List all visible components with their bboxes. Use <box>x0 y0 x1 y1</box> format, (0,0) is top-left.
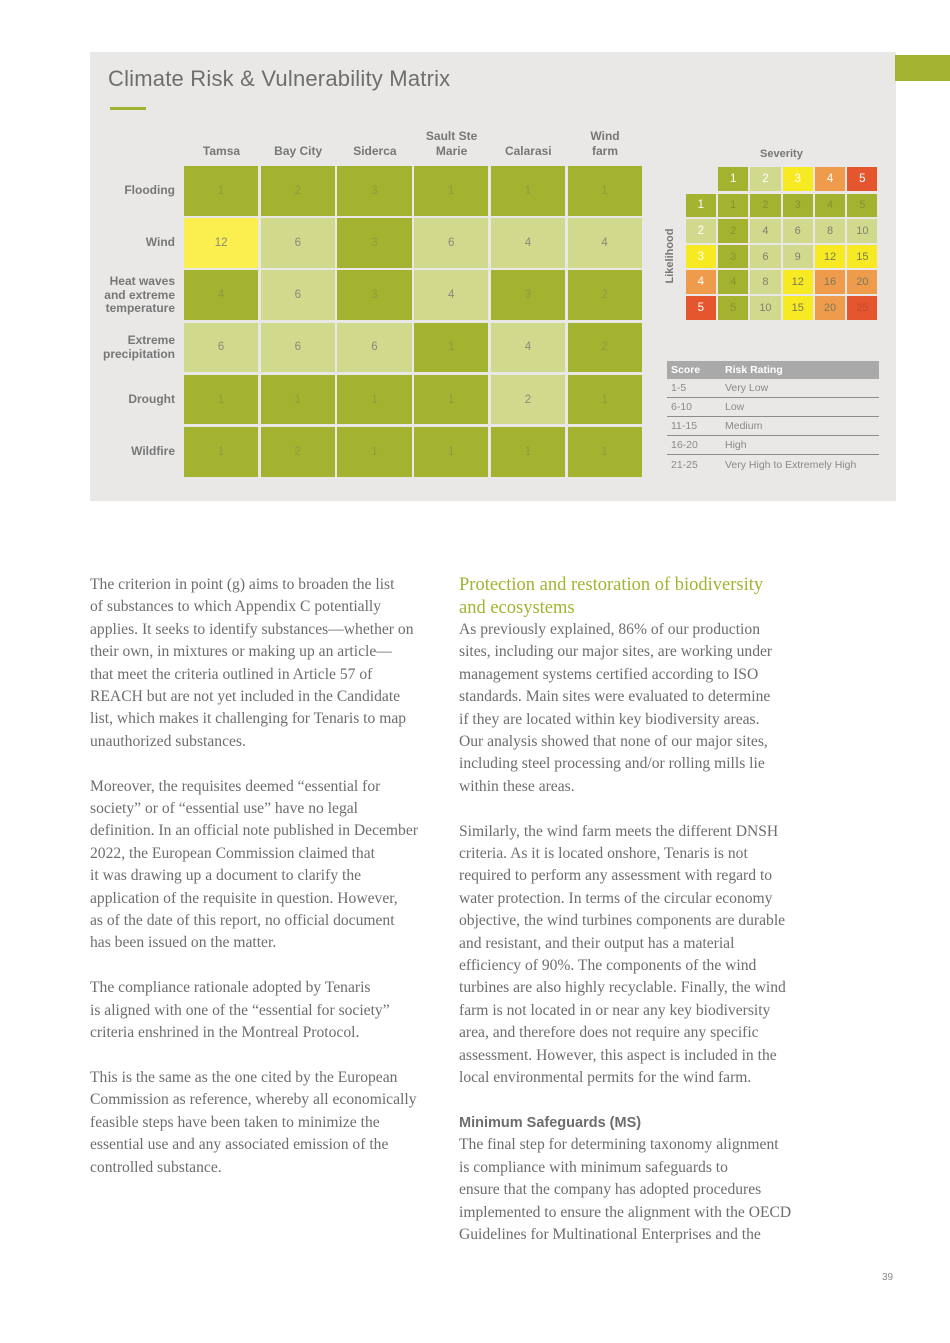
column-header: Tamsa <box>202 143 241 158</box>
row-header: Wildfire <box>131 444 175 459</box>
matrix-cell: 1 <box>414 166 488 216</box>
matrix-cell: 2 <box>261 427 335 477</box>
matrix-cell: 6 <box>184 323 258 373</box>
matrix-cell: 4 <box>184 270 258 320</box>
text-line: controlled substance. <box>90 1158 222 1176</box>
matrix-cell: 1 <box>337 375 411 425</box>
risk-score-cell: 20 <box>815 296 845 320</box>
text-line: essential use and any associated emission of the <box>90 1136 389 1154</box>
matrix-cell: 2 <box>568 323 642 373</box>
legend-row <box>667 398 879 417</box>
row-header: Extreme precipitation <box>102 333 175 361</box>
text-line: if they are located within key biodiversity areas. <box>459 710 760 728</box>
text-line: As previously explained, 86% of our production <box>459 621 760 638</box>
paragraph <box>459 619 809 798</box>
text-line: assessment. However, this aspect is included in the <box>459 1046 777 1064</box>
text-line: standards. Main sites were evaluated to determine <box>459 688 771 706</box>
matrix-cell: 1 <box>491 427 565 477</box>
text-line: turbines are also highly recyclable. Finally, the wind <box>459 979 786 997</box>
right-text-column <box>459 574 809 1269</box>
row-header: Drought <box>128 392 175 407</box>
matrix-cell: 6 <box>261 323 335 373</box>
likelihood-header-cell: 4 <box>686 270 716 294</box>
text-line: is compliance with minimum safeguards to <box>459 1158 728 1176</box>
likelihood-header-cell: 1 <box>686 194 716 218</box>
matrix-cell: 1 <box>184 375 258 425</box>
legend-row <box>667 379 879 398</box>
legend-row <box>667 455 879 474</box>
legend-header <box>667 361 879 379</box>
matrix-cell: 1 <box>337 427 411 477</box>
matrix-cell: 4 <box>568 218 642 268</box>
text-line: water protection. In terms of the circular economy <box>459 889 773 907</box>
matrix-cell: 1 <box>184 427 258 477</box>
severity-header-cell: 4 <box>815 167 845 191</box>
severity-header-cell: 5 <box>847 167 877 191</box>
text-line: Our analysis showed that none of our major sites, <box>459 733 768 751</box>
matrix-cell: 12 <box>184 218 258 268</box>
legend-rating: Medium <box>725 420 763 432</box>
risk-score-cell: 12 <box>815 245 845 269</box>
legend-rating: Very High to Extremely High <box>725 458 857 471</box>
text-line: list, which makes it challenging for Tenaris to map <box>90 710 407 728</box>
matrix-cell: 1 <box>568 375 642 425</box>
risk-score-cell: 3 <box>783 194 813 218</box>
matrix-title: Climate Risk & Vulnerability Matrix <box>108 66 451 91</box>
likelihood-header-cell: 2 <box>686 219 716 243</box>
legend-score: 6-10 <box>671 401 693 413</box>
matrix-cell: 1 <box>414 323 488 373</box>
legend-row <box>667 417 879 436</box>
column-header: Wind farm <box>590 129 620 158</box>
risk-score-cell: 15 <box>783 296 813 320</box>
matrix-cell: 1 <box>414 427 488 477</box>
text-line: Moreover, the requisites deemed “essential for <box>90 777 381 795</box>
risk-score-cell: 25 <box>847 296 877 320</box>
paragraph <box>459 1134 809 1246</box>
paragraph <box>90 574 440 753</box>
text-line: it was drawing up a document to clarify the <box>90 867 362 885</box>
matrix-cell: 1 <box>261 375 335 425</box>
risk-score-cell: 12 <box>783 270 813 294</box>
legend-row <box>667 436 879 455</box>
matrix-cell: 1 <box>414 375 488 425</box>
text-line: criteria enshrined in the Montreal Protocol. <box>90 1024 360 1042</box>
text-line: including steel processing and/or rolling mills lie <box>459 755 765 773</box>
risk-score-cell: 6 <box>783 219 813 243</box>
text-line: of substances to which Appendix C potentially <box>90 598 382 616</box>
paragraph <box>90 977 440 1044</box>
matrix-cell: 6 <box>261 218 335 268</box>
text-line: 2022, the European Commission claimed that <box>90 844 375 862</box>
text-line: as of the date of this report, no official document <box>90 912 395 930</box>
text-line: society” or of “essential use” have no legal <box>90 800 359 818</box>
severity-header-cell: 1 <box>718 167 748 191</box>
text-line: application of the requisite in question. However, <box>90 889 398 907</box>
text-line: The compliance rationale adopted by Tenaris <box>90 979 371 997</box>
row-header: Flooding <box>124 183 175 198</box>
risk-rating-legend <box>667 361 879 474</box>
section-tab-marker <box>895 55 950 81</box>
column-header: Calarasi <box>504 143 552 158</box>
text-line: implemented to ensure the alignment with the OECD <box>459 1203 792 1221</box>
heading-line: Protection and restoration of biodiversity <box>459 575 764 595</box>
risk-score-cell: 8 <box>815 219 845 243</box>
paragraph <box>459 821 809 1090</box>
legend-rating: Very Low <box>725 382 769 394</box>
risk-score-cell: 2 <box>750 194 780 218</box>
text-line: Guidelines for Multinational Enterprises and the <box>459 1225 761 1243</box>
risk-score-cell: 16 <box>815 270 845 294</box>
risk-score-cell: 5 <box>718 296 748 320</box>
matrix-cell: 2 <box>491 375 565 425</box>
likelihood-header-cell: 5 <box>686 296 716 320</box>
page-number: 39 <box>882 1272 894 1283</box>
text-line: This is the same as the one cited by the European <box>90 1068 398 1086</box>
left-text-column <box>90 574 440 1201</box>
text-line: objective, the wind turbines components are durable <box>459 912 786 930</box>
likelihood-label: Likelihood <box>664 228 676 284</box>
risk-score-cell: 15 <box>847 245 877 269</box>
text-line: unauthorized substances. <box>90 732 246 750</box>
matrix-cell: 4 <box>491 323 565 373</box>
matrix-cell: 1 <box>184 166 258 216</box>
text-line: required to perform any assessment with regard to <box>459 867 773 885</box>
risk-score-cell: 10 <box>750 296 780 320</box>
matrix-cell: 6 <box>414 218 488 268</box>
paragraph <box>90 776 440 955</box>
risk-score-cell: 3 <box>718 245 748 269</box>
text-line: The final step for determining taxonomy alignment <box>459 1136 779 1154</box>
text-line: applies. It seeks to identify substances—whether on <box>90 620 414 638</box>
matrix-cell: 4 <box>491 218 565 268</box>
text-line: efficiency of 90%. The components of the wind <box>459 957 757 975</box>
risk-score-cell: 2 <box>718 219 748 243</box>
legend-score: 16-20 <box>671 439 698 451</box>
text-line: farm is not located in or near any key biodiversity <box>459 1001 771 1019</box>
text-line: The criterion in point (g) aims to broaden the list <box>90 576 395 593</box>
text-line: definition. In an official note published in December <box>90 822 418 840</box>
text-line: that meet the criteria outlined in Article 57 of <box>90 665 373 683</box>
text-line: is aligned with one of the “essential for society” <box>90 1001 390 1019</box>
matrix-cell: 3 <box>337 166 411 216</box>
matrix-cell: 3 <box>491 270 565 320</box>
likelihood-header-cell: 3 <box>686 245 716 269</box>
legend-score: 21-25 <box>671 458 698 471</box>
title-underline <box>110 107 146 110</box>
text-line: management systems certified according to ISO <box>459 665 759 683</box>
legend-header-rating: Risk Rating <box>725 364 783 376</box>
text-line: criteria. As it is located onshore, Tenaris is not <box>459 845 748 863</box>
text-line: sites, including our major sites, are working under <box>459 643 773 661</box>
severity-header-cell: 2 <box>750 167 780 191</box>
legend-score: 11-15 <box>671 420 698 432</box>
biodiversity-heading <box>459 574 809 619</box>
risk-score-cell: 4 <box>718 270 748 294</box>
text-line: ensure that the company has adopted procedures <box>459 1181 762 1199</box>
risk-score-cell: 4 <box>815 194 845 218</box>
text-line: Similarly, the wind farm meets the different DNSH <box>459 822 779 840</box>
row-header: Heat waves and extreme temperature <box>104 274 175 316</box>
text-line: and resistant, and their output has a material <box>459 934 735 952</box>
severity-label: Severity <box>760 148 803 160</box>
text-line: area, and therefore does not require any specific <box>459 1024 759 1042</box>
matrix-cell: 4 <box>414 270 488 320</box>
matrix-cell: 3 <box>337 270 411 320</box>
risk-score-cell: 4 <box>750 219 780 243</box>
risk-score-cell: 9 <box>783 245 813 269</box>
risk-score-cell: 10 <box>847 219 877 243</box>
text-line: feasible steps have been taken to minimize the <box>90 1113 380 1131</box>
text-line: their own, in mixtures or making up an article— <box>90 643 392 661</box>
legend-header-score: Score <box>671 364 701 376</box>
risk-score-cell: 6 <box>750 245 780 269</box>
matrix-cell: 1 <box>491 166 565 216</box>
heading-line: and ecosystems <box>459 597 575 618</box>
risk-score-cell: 20 <box>847 270 877 294</box>
row-header: Wind <box>145 235 175 250</box>
text-line: Commission as reference, whereby all economically <box>90 1091 417 1109</box>
matrix-cell: 1 <box>568 427 642 477</box>
legend-rating: High <box>725 439 747 451</box>
paragraph <box>90 1067 440 1179</box>
risk-score-cell: 8 <box>750 270 780 294</box>
text-line: local environmental permits for the wind farm. <box>459 1069 752 1087</box>
text-line: within these areas. <box>459 777 575 795</box>
matrix-cell: 2 <box>568 270 642 320</box>
column-header: Bay City <box>274 143 323 158</box>
risk-score-cell: 5 <box>847 194 877 218</box>
severity-header-cell: 3 <box>783 167 813 191</box>
matrix-cell: 6 <box>337 323 411 373</box>
matrix-cell: 2 <box>261 166 335 216</box>
matrix-cell: 6 <box>261 270 335 320</box>
text-line: has been issued on the matter. <box>90 934 277 952</box>
matrix-cell: 3 <box>337 218 411 268</box>
matrix-cell: 1 <box>568 166 642 216</box>
column-header: Siderca <box>353 143 397 158</box>
legend-rating: Low <box>725 401 745 413</box>
minimum-safeguards-heading: Minimum Safeguards (MS) <box>459 1114 642 1131</box>
text-line: REACH but are not yet included in the Candidate <box>90 688 401 706</box>
column-header: Sault Ste Marie <box>425 129 478 158</box>
risk-score-cell: 1 <box>718 194 748 218</box>
legend-score: 1-5 <box>671 382 687 394</box>
